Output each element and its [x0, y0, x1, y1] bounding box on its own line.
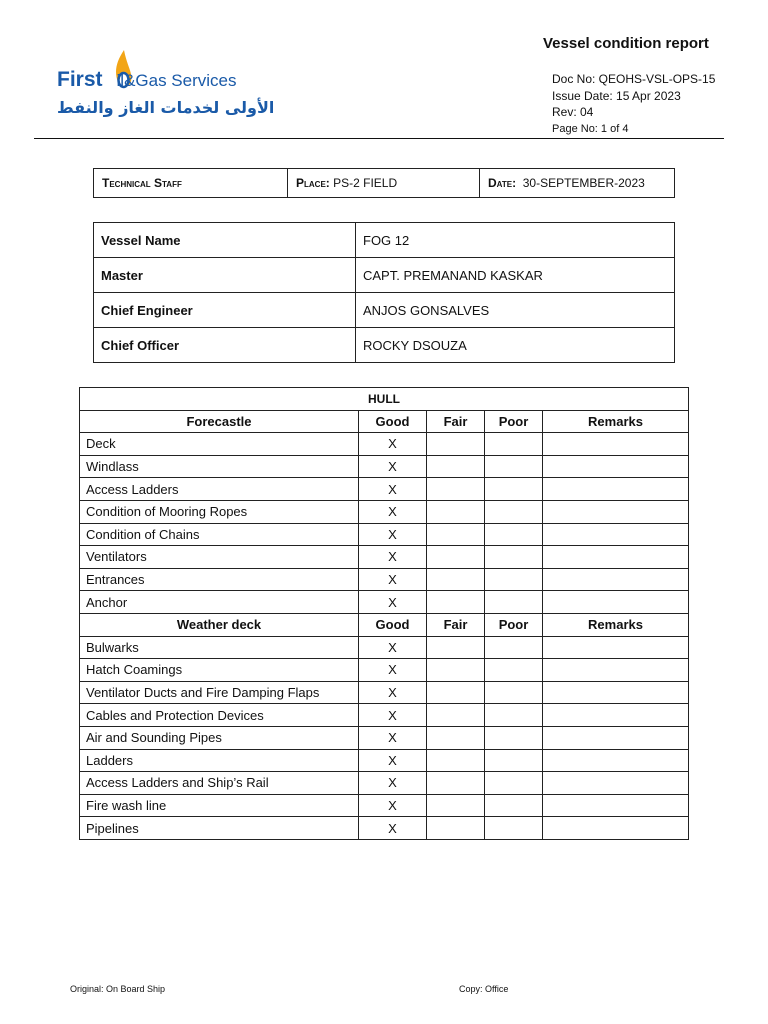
revision: Rev: 04 [552, 105, 594, 119]
logo-first-text: First [57, 68, 103, 91]
table-row [80, 523, 689, 546]
table-row [80, 681, 689, 704]
item-name: Access Ladders [80, 478, 359, 501]
staff-place-date-table [93, 168, 675, 198]
item-name: Entrances [80, 568, 359, 591]
remarks-cell [543, 659, 689, 682]
good-mark: X [359, 794, 427, 817]
footer-copy: Copy: Office [459, 984, 509, 994]
good-mark: X [359, 455, 427, 478]
fair-mark [427, 749, 485, 772]
section-header-row [80, 613, 689, 636]
fair-mark [427, 772, 485, 795]
place-label: Place: [296, 176, 330, 190]
logo-rest-text: il&Gas Services [116, 71, 237, 90]
technical-staff-cell [94, 169, 288, 198]
date-label: Date: [488, 176, 517, 190]
table-row [80, 659, 689, 682]
good-mark: X [359, 591, 427, 614]
item-name: Air and Sounding Pipes [80, 726, 359, 749]
fair-mark [427, 817, 485, 840]
remarks-cell [543, 591, 689, 614]
column-header-poor: Poor [485, 410, 543, 433]
item-name: Condition of Mooring Ropes [80, 500, 359, 523]
remarks-cell [543, 523, 689, 546]
remarks-cell [543, 500, 689, 523]
item-name: Deck [80, 433, 359, 456]
remarks-cell [543, 636, 689, 659]
hull-title-row [80, 388, 689, 411]
vessel-details-table [93, 222, 675, 363]
item-name: Condition of Chains [80, 523, 359, 546]
good-mark: X [359, 659, 427, 682]
fair-mark [427, 455, 485, 478]
remarks-cell [543, 546, 689, 569]
remarks-cell [543, 478, 689, 501]
table-row [80, 704, 689, 727]
date-value: 30-SEPTEMBER-2023 [516, 176, 645, 190]
good-mark: X [359, 817, 427, 840]
poor-mark [485, 772, 543, 795]
table-row [80, 749, 689, 772]
item-name: Anchor [80, 591, 359, 614]
column-header-good: Good [359, 613, 427, 636]
vessel-field-label: Vessel Name [94, 223, 356, 258]
item-name: Ventilator Ducts and Fire Damping Flaps [80, 681, 359, 704]
table-row [80, 433, 689, 456]
poor-mark [485, 500, 543, 523]
fair-mark [427, 591, 485, 614]
fair-mark [427, 681, 485, 704]
fair-mark [427, 433, 485, 456]
remarks-cell [543, 455, 689, 478]
vessel-row [94, 258, 675, 293]
fair-mark [427, 523, 485, 546]
item-name: Access Ladders and Ship’s Rail [80, 772, 359, 795]
column-header-remarks: Remarks [543, 410, 689, 433]
good-mark: X [359, 500, 427, 523]
poor-mark [485, 794, 543, 817]
logo-wordmark [57, 68, 237, 92]
good-mark: X [359, 681, 427, 704]
table-row [80, 478, 689, 501]
poor-mark [485, 726, 543, 749]
column-header-poor: Poor [485, 613, 543, 636]
poor-mark [485, 659, 543, 682]
report-title: Vessel condition report [543, 35, 709, 52]
poor-mark [485, 523, 543, 546]
table-row [80, 772, 689, 795]
vessel-field-label: Master [94, 258, 356, 293]
vessel-field-value: ANJOS GONSALVES [356, 293, 675, 328]
footer-original: Original: On Board Ship [70, 984, 166, 994]
section-name: Weather deck [80, 613, 359, 636]
poor-mark [485, 704, 543, 727]
remarks-cell [543, 568, 689, 591]
fair-mark [427, 478, 485, 501]
remarks-cell [543, 749, 689, 772]
table-row [80, 568, 689, 591]
section-name: Forecastle [80, 410, 359, 433]
place-value: PS-2 FIELD [329, 176, 398, 190]
poor-mark [485, 546, 543, 569]
section-header-row [80, 410, 689, 433]
document-info [552, 71, 715, 137]
column-header-remarks: Remarks [543, 613, 689, 636]
hull-title: HULL [80, 388, 689, 411]
date-cell [480, 169, 675, 198]
column-header-fair: Fair [427, 613, 485, 636]
logo-arabic-text: الأولى لخدمات الغاز والنفط [57, 98, 275, 117]
good-mark: X [359, 433, 427, 456]
place-cell [288, 169, 480, 198]
table-row [80, 500, 689, 523]
column-header-good: Good [359, 410, 427, 433]
fair-mark [427, 636, 485, 659]
good-mark: X [359, 568, 427, 591]
good-mark: X [359, 523, 427, 546]
item-name: Pipelines [80, 817, 359, 840]
item-name: Fire wash line [80, 794, 359, 817]
remarks-cell [543, 817, 689, 840]
item-name: Bulwarks [80, 636, 359, 659]
column-header-fair: Fair [427, 410, 485, 433]
item-name: Ladders [80, 749, 359, 772]
remarks-cell [543, 772, 689, 795]
poor-mark [485, 817, 543, 840]
vessel-field-value: FOG 12 [356, 223, 675, 258]
item-name: Windlass [80, 455, 359, 478]
vessel-row [94, 328, 675, 363]
poor-mark [485, 568, 543, 591]
item-name: Hatch Coamings [80, 659, 359, 682]
fair-mark [427, 704, 485, 727]
good-mark: X [359, 772, 427, 795]
poor-mark [485, 591, 543, 614]
poor-mark [485, 455, 543, 478]
fair-mark [427, 500, 485, 523]
item-name: Cables and Protection Devices [80, 704, 359, 727]
doc-number: Doc No: QEOHS-VSL-OPS-15 [552, 72, 716, 86]
remarks-cell [543, 681, 689, 704]
table-row [80, 636, 689, 659]
fair-mark [427, 546, 485, 569]
hull-condition-table [79, 387, 689, 840]
vessel-row [94, 293, 675, 328]
vessel-field-label: Chief Engineer [94, 293, 356, 328]
poor-mark [485, 749, 543, 772]
fair-mark [427, 726, 485, 749]
fair-mark [427, 794, 485, 817]
table-row [80, 726, 689, 749]
table-row [80, 817, 689, 840]
item-name: Ventilators [80, 546, 359, 569]
remarks-cell [543, 726, 689, 749]
fair-mark [427, 568, 485, 591]
company-logo [55, 42, 275, 122]
table-row [80, 591, 689, 614]
table-row [80, 455, 689, 478]
good-mark: X [359, 546, 427, 569]
vessel-row [94, 223, 675, 258]
remarks-cell [543, 433, 689, 456]
technical-staff-label: Technical Staff [102, 176, 182, 190]
table-row [80, 794, 689, 817]
remarks-cell [543, 704, 689, 727]
good-mark: X [359, 704, 427, 727]
good-mark: X [359, 749, 427, 772]
vessel-field-label: Chief Officer [94, 328, 356, 363]
poor-mark [485, 478, 543, 501]
good-mark: X [359, 478, 427, 501]
page-number: Page No: 1 of 4 [552, 122, 629, 135]
poor-mark [485, 636, 543, 659]
vessel-field-value: ROCKY DSOUZA [356, 328, 675, 363]
issue-date: Issue Date: 15 Apr 2023 [552, 88, 681, 103]
header-divider [34, 138, 724, 139]
poor-mark [485, 681, 543, 704]
table-row [80, 546, 689, 569]
poor-mark [485, 433, 543, 456]
fair-mark [427, 659, 485, 682]
good-mark: X [359, 726, 427, 749]
remarks-cell [543, 794, 689, 817]
good-mark: X [359, 636, 427, 659]
vessel-field-value: CAPT. PREMANAND KASKAR [356, 258, 675, 293]
